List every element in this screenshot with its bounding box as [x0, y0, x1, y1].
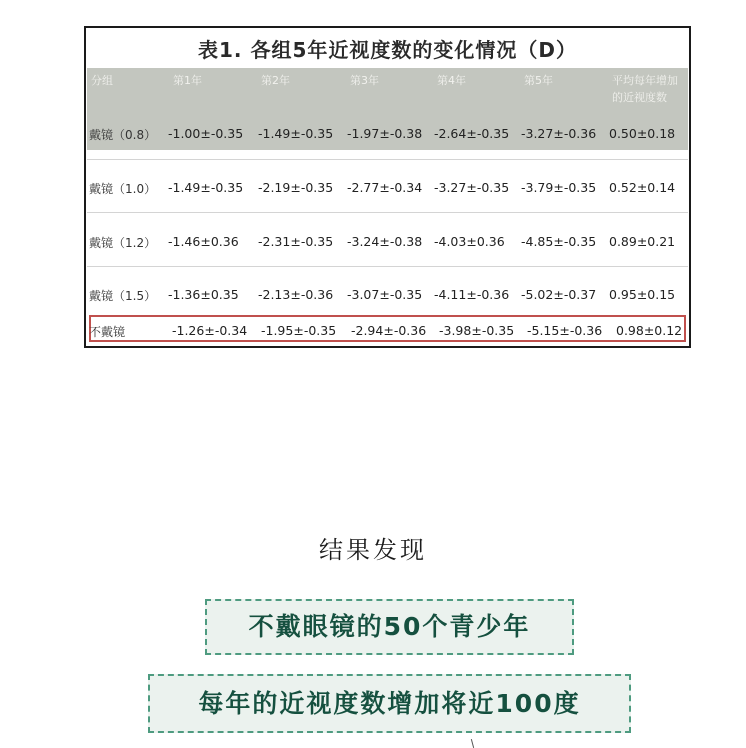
cell-year3: -1.97±-0.38 [347, 126, 423, 141]
header-avg-line2: 的近视度数 [612, 91, 667, 104]
table-row [86, 180, 689, 200]
header-group: 分组 [91, 74, 113, 87]
header-year1: 第1年 [173, 74, 202, 87]
data-table [84, 26, 691, 348]
finding-banner-result: 每年的近视度数增加将近100度 [148, 674, 631, 733]
table-row [86, 234, 689, 254]
cell-year5: -5.02±-0.37 [521, 287, 597, 302]
cell-year2: -2.13±-0.36 [258, 287, 334, 302]
cell-year2: -1.49±-0.35 [258, 126, 334, 141]
cell-avg: 0.52±0.14 [609, 180, 676, 195]
cell-year3: -3.24±-0.38 [347, 234, 423, 249]
cell-year2: -2.31±-0.35 [258, 234, 334, 249]
table-row [86, 287, 689, 307]
cell-year3: -3.07±-0.35 [347, 287, 423, 302]
cell-year2: -2.19±-0.35 [258, 180, 334, 195]
row-label: 戴镜（1.0） [89, 182, 157, 196]
cell-year1: -1.00±-0.35 [168, 126, 244, 141]
row-label: 不戴镜 [89, 325, 126, 339]
findings-title: 结果发现 [319, 536, 427, 564]
cell-avg: 0.89±0.21 [609, 234, 676, 249]
cell-year5: -5.15±-0.36 [527, 323, 603, 338]
cell-year3: -2.94±-0.36 [351, 323, 427, 338]
cell-year5: -3.79±-0.35 [521, 180, 597, 195]
finding-banner-group: 不戴眼镜的50个青少年 [205, 599, 574, 655]
row-label: 戴镜（1.2） [89, 236, 157, 250]
table-title: 表1. 各组5年近视度数的变化情况（D） [198, 38, 577, 62]
row-divider [87, 212, 688, 213]
row-label: 戴镜（1.5） [89, 289, 157, 303]
cell-year4: -4.11±-0.36 [434, 287, 510, 302]
header-year5: 第5年 [524, 74, 553, 87]
table-row-highlighted [86, 323, 689, 343]
row-divider [87, 266, 688, 267]
table-row [86, 126, 689, 146]
cell-year1: -1.46±0.36 [168, 234, 239, 249]
cell-year3: -2.77±-0.34 [347, 180, 423, 195]
cell-avg: 0.98±0.12 [616, 323, 683, 338]
cell-year1: -1.36±0.35 [168, 287, 239, 302]
decorative-stroke [471, 739, 474, 748]
cell-year1: -1.49±-0.35 [168, 180, 244, 195]
cell-year4: -2.64±-0.35 [434, 126, 510, 141]
cell-year1: -1.26±-0.34 [172, 323, 248, 338]
header-year3: 第3年 [350, 74, 379, 87]
cell-year4: -3.98±-0.35 [439, 323, 515, 338]
cell-year4: -3.27±-0.35 [434, 180, 510, 195]
row-label: 戴镜（0.8） [89, 128, 157, 142]
cell-avg: 0.95±0.15 [609, 287, 676, 302]
cell-year5: -3.27±-0.36 [521, 126, 597, 141]
cell-year2: -1.95±-0.35 [261, 323, 337, 338]
header-year2: 第2年 [261, 74, 290, 87]
cell-avg: 0.50±0.18 [609, 126, 676, 141]
cell-year4: -4.03±0.36 [434, 234, 505, 249]
header-avg-line1: 平均每年增加 [612, 74, 678, 87]
cell-year5: -4.85±-0.35 [521, 234, 597, 249]
header-year4: 第4年 [437, 74, 466, 87]
row-divider [87, 159, 688, 160]
